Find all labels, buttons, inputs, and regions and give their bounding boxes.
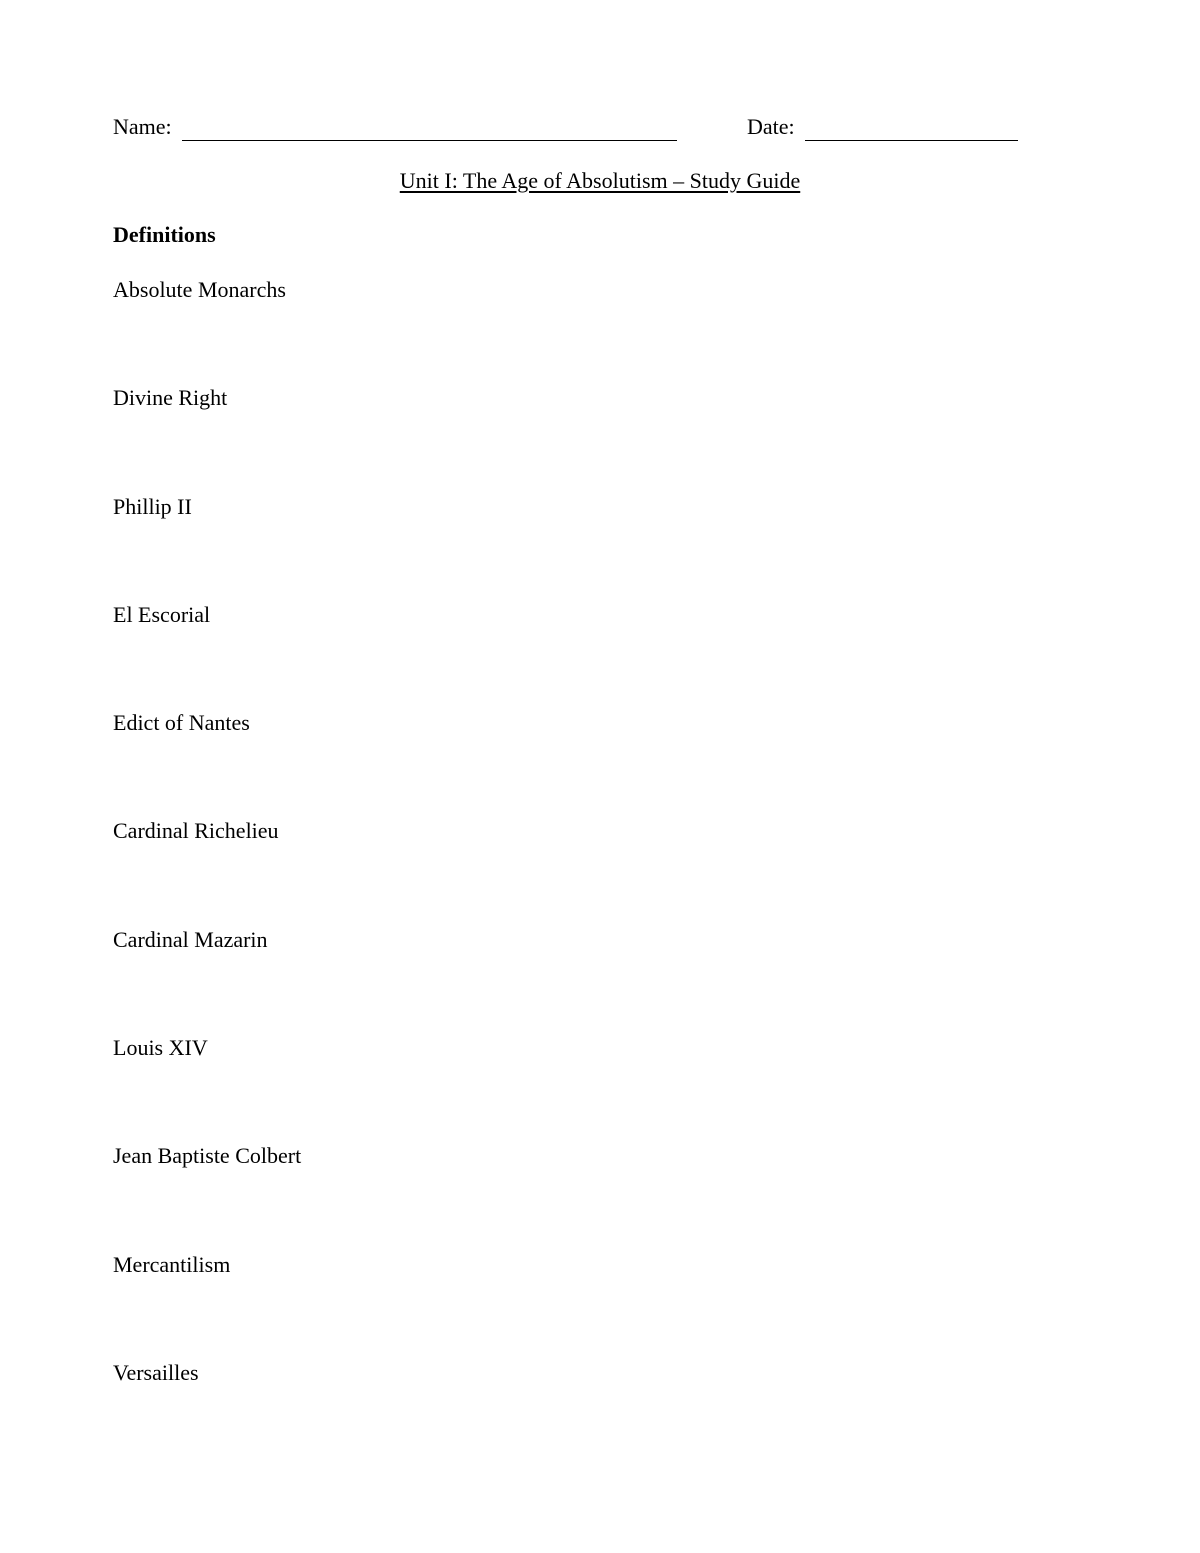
- definition-term: Edict of Nantes: [113, 710, 250, 736]
- section-heading: Definitions: [113, 222, 216, 247]
- date-label: Date:: [747, 114, 795, 139]
- name-label: Name:: [113, 114, 172, 139]
- definition-term-list: [113, 275, 301, 1466]
- definition-term: El Escorial: [113, 601, 211, 627]
- definition-term: Versailles: [113, 1359, 199, 1385]
- date-blank-line: [805, 140, 1018, 141]
- definition-term: Jean Baptiste Colbert: [113, 1143, 302, 1169]
- definition-term: Phillip II: [113, 493, 192, 519]
- definition-term: Cardinal Richelieu: [113, 818, 279, 844]
- definition-term: Cardinal Mazarin: [113, 926, 268, 952]
- definition-term: Absolute Monarchs: [113, 277, 286, 302]
- definition-term: Louis XIV: [113, 1035, 208, 1061]
- document-title: Unit I: The Age of Absolutism – Study Guide: [399, 168, 801, 193]
- definition-term: Mercantilism: [113, 1251, 231, 1277]
- definition-term: Divine Right: [113, 385, 228, 411]
- name-blank-line: [182, 140, 677, 141]
- header-row: [113, 112, 1023, 146]
